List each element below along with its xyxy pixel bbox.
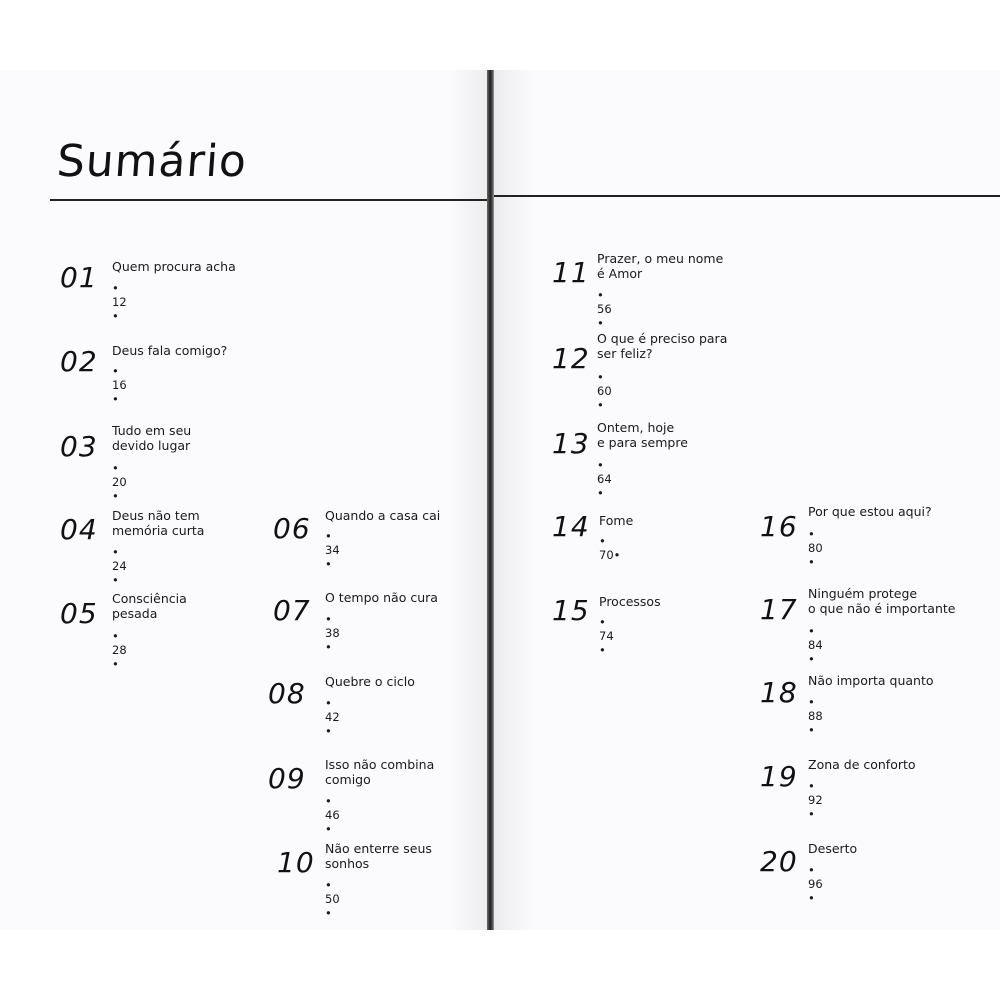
entry-page: • 28 • <box>112 629 127 671</box>
entry-page: • 16 • <box>112 364 127 406</box>
entry-title: Quebre o ciclo <box>325 674 415 689</box>
entry-number: 04 <box>60 513 98 546</box>
entry-page: • 42 • <box>325 696 340 738</box>
entry-title: Não enterre seus sonhos <box>325 841 432 871</box>
entry-page: • 74 • <box>599 615 614 657</box>
entry-number: 15 <box>552 594 590 627</box>
entry-title: O que é preciso para ser feliz? <box>597 331 728 361</box>
entry-title: Tudo em seu devido lugar <box>112 423 192 453</box>
entry-page: • 70• <box>599 534 621 562</box>
entry-page: • 64 • <box>597 458 612 500</box>
entry-page: • 84 • <box>808 624 823 666</box>
title-rule-right <box>494 195 1000 197</box>
entry-number: 01 <box>60 261 98 294</box>
right-page <box>494 70 1000 930</box>
entry-title: Quem procura acha <box>112 259 236 274</box>
entry-page: • 34 • <box>325 529 340 571</box>
book-gutter <box>487 70 494 930</box>
entry-page: • 20 • <box>112 461 127 503</box>
entry-number: 14 <box>552 510 590 543</box>
entry-page: • 24 • <box>112 545 127 587</box>
entry-title: Fome <box>599 513 634 528</box>
entry-number: 10 <box>277 846 315 879</box>
entry-number: 18 <box>760 676 798 709</box>
entry-page: • 96 • <box>808 863 823 905</box>
entry-page: • 88 • <box>808 695 823 737</box>
entry-page: • 56 • <box>597 288 612 330</box>
entry-page: • 92 • <box>808 779 823 821</box>
entry-number: 03 <box>60 430 98 463</box>
entry-title: Ontem, hoje e para sempre <box>597 420 688 450</box>
entry-number: 11 <box>552 256 590 289</box>
entry-number: 16 <box>760 510 798 543</box>
entry-title: Deus não tem memória curta <box>112 508 205 538</box>
entry-page: • 12 • <box>112 281 127 323</box>
entry-title: Zona de conforto <box>808 757 916 772</box>
entry-page: • 38 • <box>325 612 340 654</box>
page-title: Sumário <box>55 136 249 187</box>
entry-number: 12 <box>552 342 590 375</box>
entry-page: • 60 • <box>597 370 612 412</box>
entry-page: • 46 • <box>325 794 340 836</box>
entry-title: Prazer, o meu nome é Amor <box>597 251 724 281</box>
entry-title: O tempo não cura <box>325 590 438 605</box>
entry-title: Deus fala comigo? <box>112 343 228 358</box>
entry-number: 17 <box>760 593 798 626</box>
entry-number: 02 <box>60 345 98 378</box>
entry-number: 05 <box>60 597 98 630</box>
entry-title: Ninguém protege o que não é importante <box>808 586 956 616</box>
entry-number: 19 <box>760 760 798 793</box>
entry-title: Isso não combina comigo <box>325 757 435 787</box>
entry-number: 06 <box>273 512 311 545</box>
entry-page: • 50 • <box>325 878 340 920</box>
entry-number: 13 <box>552 427 590 460</box>
entry-page: • 80 • <box>808 527 823 569</box>
entry-number: 07 <box>273 594 311 627</box>
entry-title: Processos <box>599 594 661 609</box>
entry-title: Quando a casa cai <box>325 508 441 523</box>
entry-title: Deserto <box>808 841 858 856</box>
entry-title: Consciência pesada <box>112 591 187 621</box>
title-rule-left <box>50 199 487 201</box>
entry-number: 08 <box>268 677 306 710</box>
entry-number: 09 <box>268 762 306 795</box>
entry-number: 20 <box>760 845 798 878</box>
entry-title: Não importa quanto <box>808 673 934 688</box>
entry-title: Por que estou aqui? <box>808 504 932 519</box>
